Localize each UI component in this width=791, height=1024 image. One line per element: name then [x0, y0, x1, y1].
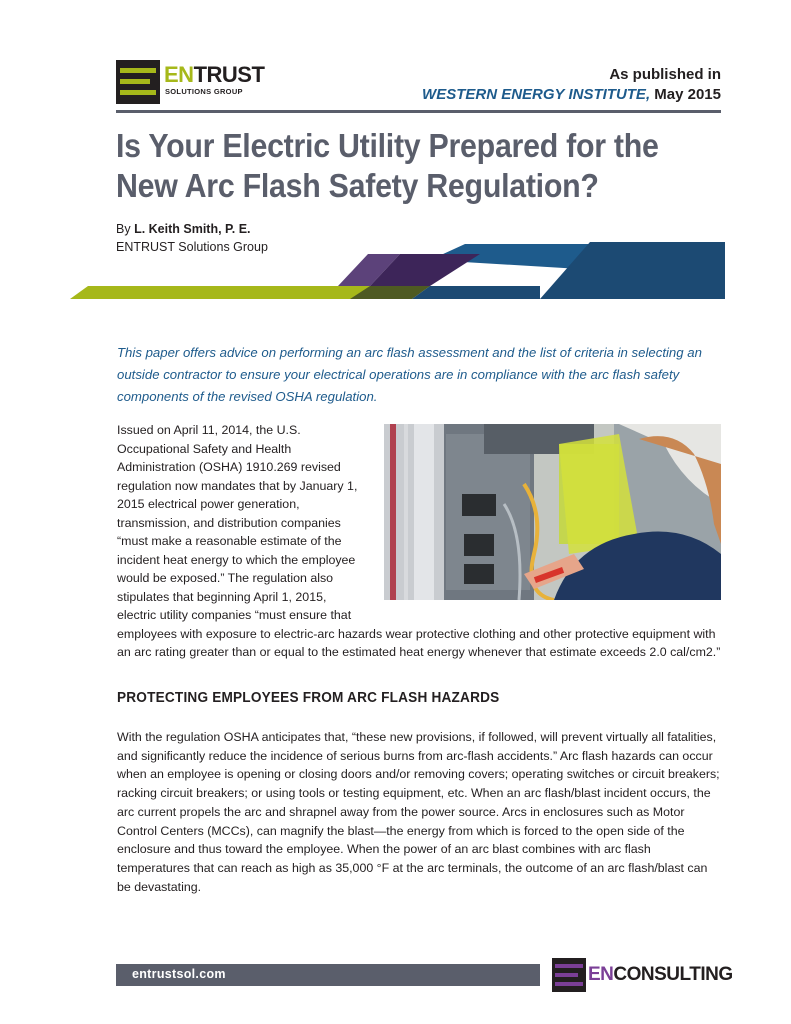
article-abstract: This paper offers advice on performing an arc flash assessment and the list of criteria in selecting an outside contractor to ensure your electrical operations are in compliance with the arc flash safety components of the revised OSHA regulation. — [117, 345, 702, 404]
author-organization: ENTRUST Solutions Group — [116, 240, 268, 254]
decorative-banner — [70, 238, 725, 302]
section-heading: PROTECTING EMPLOYEES FROM ARC FLASH HAZARDS — [117, 690, 500, 706]
byline: By L. Keith Smith, P. E. — [116, 222, 251, 236]
section-body-paragraph: With the regulation OSHA anticipates that, “these new provisions, if followed, will prevent virtually all fatalities, and significantly reduce the incidence of serious burns from arc-flash accidents.” Arc flash hazards can occur when an employee is opening or closing doors and/or removing covers; operating switches or circuit breakers; racking circuit breakers; or using tools or testing equipment, etc. When an arc flash/blast incident occurs, the arc current propels the arc and shrapnel away from the power source. Arcs in enclosures such as Motor Control Centers (MCCs), can magnify the blast—the energy from which is forced to the open side of the enclosure and thus toward the employee. When the power of an arc blast combines with arc flash temperatures that can reach as high as 35,000 °F at the arc terminals, the outcome of an arc flash/blast can be devastating. — [117, 730, 720, 894]
author-name: L. Keith Smith, P. E. — [134, 222, 251, 236]
intro-section — [117, 421, 721, 662]
enconsulting-logo — [552, 958, 733, 992]
enconsulting-logo-mark-icon — [552, 958, 586, 992]
publication-line — [422, 86, 721, 103]
entrust-wordmark: ENTRUST — [164, 62, 265, 87]
enconsulting-wordmark: ENCONSULTING — [588, 964, 733, 985]
publication-date: May 2015 — [650, 86, 721, 103]
entrust-logo — [116, 60, 265, 104]
article-title-line-1: Is Your Electric Utility Prepared for the — [116, 127, 659, 164]
entrust-tagline: SOLUTIONS GROUP — [165, 87, 243, 96]
article-title — [116, 126, 673, 206]
entrust-logo-mark-icon — [116, 60, 160, 104]
published-label: As published in — [609, 66, 721, 83]
article-title-line-2: New Arc Flash Safety Regulation? — [116, 167, 599, 204]
header-divider — [116, 110, 721, 113]
publication-name: WESTERN ENERGY INSTITUTE, — [422, 86, 651, 103]
intro-paragraph-part-1: Issued on April 11, 2014, the U.S. Occupational Safety and Health Administration (OSHA) 1910.269 revised regulation now mandates that by January 1, 2015 electrical power generation, transmission, and distribution companies “must make a reasonable estimate of the incident heat energy to which the employee would be exposed.” The regulation also stipulates that beginning April 1, 2015, electric utility companies “must ensure that — [117, 423, 358, 622]
intro-paragraph-part-2: employees with exposure to electric-arc hazards wear protective clothing and other protective equipment with an arc rating greater than or equal to the estimated heat energy whenever that estimate exceeds 2.0 cal/cm2.” — [117, 626, 721, 659]
footer-website-link[interactable]: entrustsol.com — [132, 967, 226, 981]
